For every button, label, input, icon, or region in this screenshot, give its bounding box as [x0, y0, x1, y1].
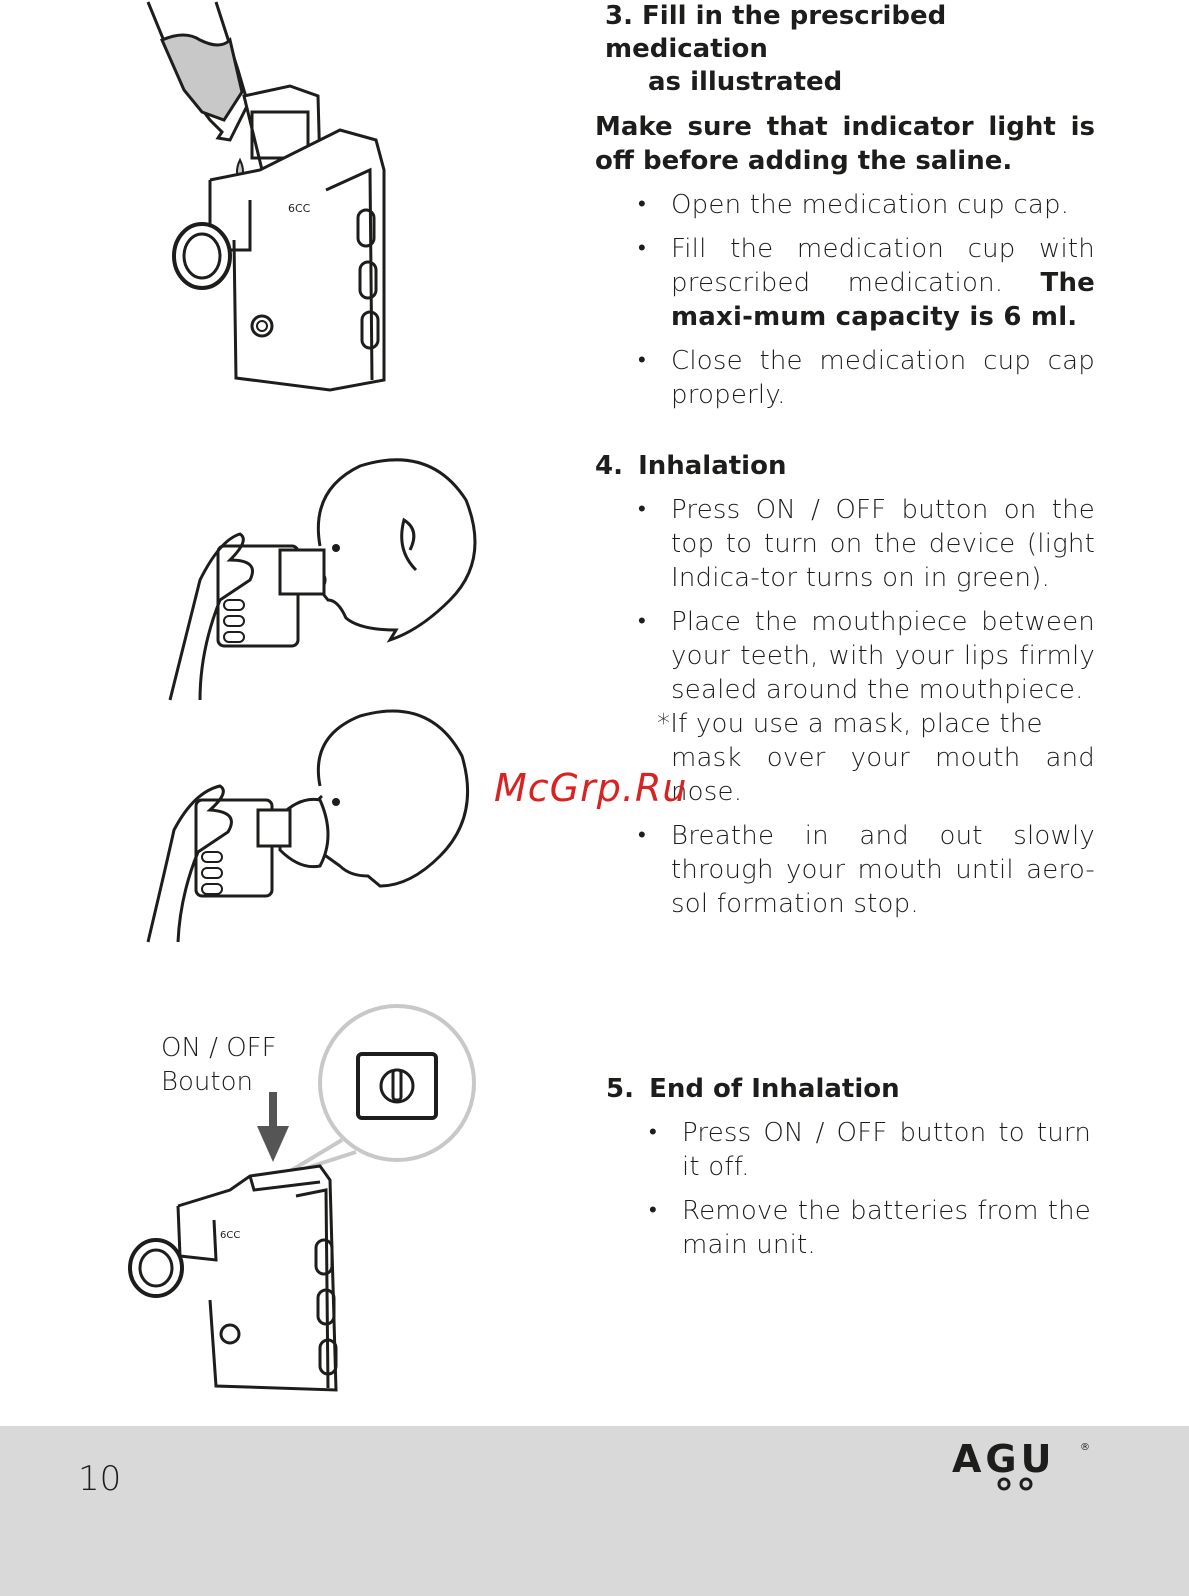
cup-label: 6CC — [288, 202, 311, 215]
step-5-list — [646, 1116, 1091, 1262]
list-item: • Place the mouthpiece between your teeth, with your lips firmly sealed around the mouthpiece. *If you use a mask, place the mask over your mouth and nose. — [638, 607, 1095, 807]
step-3-list — [635, 188, 1095, 412]
step-4-list — [635, 493, 1095, 921]
step-4-section — [595, 450, 1095, 921]
nebulizer-fill-drawing — [140, 0, 410, 400]
list-item: • Press ON / OFF button on the top to turn on the device (light Indica-tor turns on in green). — [638, 495, 1095, 593]
max-capacity-note: The maxi-mum capacity is 6 ml. — [671, 268, 1095, 332]
brand-name: AGU — [952, 1438, 1056, 1481]
step-5-number: 5. — [606, 1074, 634, 1104]
step-3-section — [595, 0, 1095, 412]
step-5-title-text: End of Inhalation — [649, 1074, 900, 1104]
page-number: 10 — [78, 1459, 122, 1499]
step-5-title — [606, 1073, 1091, 1106]
child-mask-drawing — [140, 706, 480, 946]
step-3-warning: Make sure that indicator light is off before adding the saline. — [595, 112, 1095, 176]
list-item: • Fill the medication cup with prescribed medication. The maxi-mum capacity is 6 ml. — [638, 234, 1095, 332]
onoff-label-line1: ON / OFF — [161, 1033, 277, 1063]
fill-medication-illustration — [140, 0, 410, 400]
mask-note-cont: mask over your mouth and nose. — [671, 743, 1095, 807]
nebulizer-onoff-drawing — [120, 1000, 490, 1400]
step-3-number: 3. — [605, 1, 633, 31]
agu-logo — [950, 1438, 1090, 1498]
step-4-number: 4. — [595, 451, 623, 481]
list-item: • Open the medication cup cap. — [638, 190, 1070, 220]
onoff-button-illustration — [120, 1000, 490, 1400]
brand-logo — [950, 1438, 1090, 1502]
watermark: McGrp.Ru — [494, 766, 688, 810]
registered-mark: ® — [1080, 1442, 1090, 1453]
list-item: • Press ON / OFF button to turn it off. — [649, 1118, 1091, 1182]
cup-label-2: 6CC — [220, 1230, 241, 1241]
list-item: • Remove the batteries from the main unit. — [649, 1196, 1091, 1260]
step-3-title-line2: as illustrated — [648, 67, 843, 97]
step-3-title — [595, 0, 1095, 99]
step-4-title-text: Inhalation — [638, 451, 787, 481]
mask-note: *If you use a mask, place the — [657, 709, 1043, 739]
step-4-title — [595, 450, 1095, 483]
list-item: • Breathe in and out slowly through your mouth until aero-sol formation stop. — [638, 821, 1095, 919]
list-item: • Close the medication cup cap properly. — [638, 346, 1095, 410]
step-3-title-line1: Fill in the prescribed medication — [605, 1, 947, 64]
mask-inhalation-illustration — [140, 706, 480, 946]
onoff-label-line2: Bouton — [161, 1067, 253, 1097]
down-arrow-icon — [257, 1092, 289, 1162]
step-5-section — [606, 1073, 1091, 1262]
mouthpiece-inhalation-illustration — [160, 450, 490, 710]
child-mouthpiece-drawing — [160, 450, 490, 710]
